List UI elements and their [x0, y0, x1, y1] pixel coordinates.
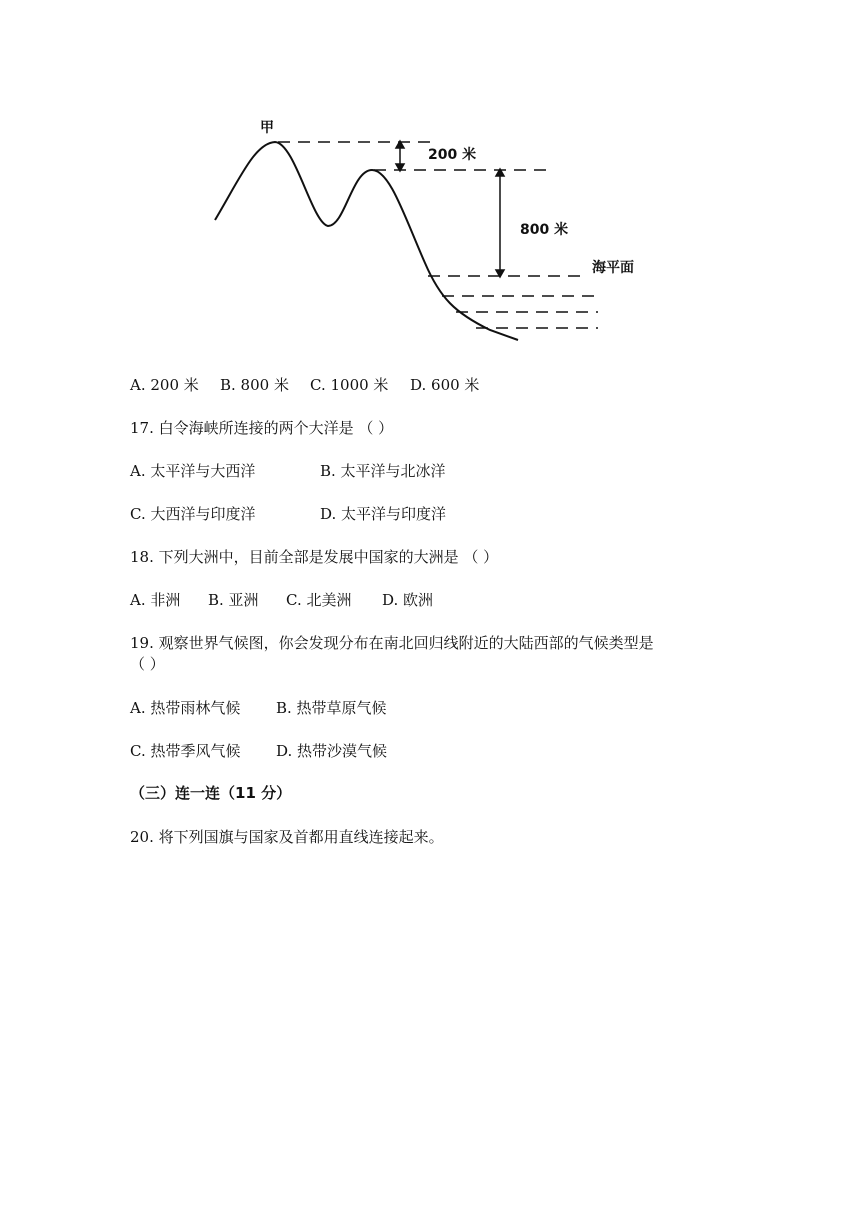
terrain-profile-svg [200, 108, 634, 348]
terrain-profile-line [215, 142, 518, 340]
q19-option-d: D. 热带沙漠气候 [276, 742, 388, 760]
q17-options-row1 [130, 460, 446, 481]
height-diff-label: 200 米 [428, 147, 477, 163]
q17-option-a: A. 太平洋与大西洋 [130, 462, 256, 480]
q17-options-row2 [130, 503, 446, 524]
sea-level-label: 海平面 [592, 260, 634, 276]
q19-options-row2 [130, 740, 387, 761]
q16-option-c: C. 1000 米 [310, 376, 389, 394]
section3-title: （三）连一连（11 分） [130, 784, 292, 802]
q20-stem: 20. 将下列国旗与国家及首都用直线连接起来。 [130, 828, 444, 846]
height-arrow [496, 169, 504, 277]
q19-stem-cont: （ ） [130, 655, 165, 673]
q19-option-b: B. 热带草原气候 [276, 699, 387, 717]
q16-option-b: B. 800 米 [220, 376, 289, 394]
q16-option-d: D. 600 米 [410, 376, 480, 394]
q17-option-b: B. 太平洋与北冰洋 [320, 462, 446, 480]
q17-option-c: C. 大西洋与印度洋 [130, 505, 256, 523]
height-label: 800 米 [520, 222, 569, 238]
q17-option-d: D. 太平洋与印度洋 [320, 505, 447, 523]
peak-label: 甲 [260, 120, 274, 136]
q16-options [130, 374, 479, 395]
q18-option-d: D. 欧洲 [382, 591, 434, 609]
q18-option-a: A. 非洲 [130, 591, 181, 609]
q18-options [130, 589, 433, 610]
q19-option-a: A. 热带雨林气候 [130, 699, 241, 717]
q16-option-a: A. 200 米 [130, 376, 199, 394]
q18-option-b: B. 亚洲 [208, 591, 259, 609]
terrain-profile-diagram [200, 108, 634, 348]
q19-stem: 19. 观察世界气候图，你会发现分布在南北回归线附近的大陆西部的气候类型是 [130, 634, 654, 652]
q19-option-c: C. 热带季风气候 [130, 742, 241, 760]
height-diff-arrow [396, 141, 404, 171]
q17-stem: 17. 白令海峡所连接的两个大洋是 （ ） [130, 419, 394, 437]
q18-option-c: C. 北美洲 [286, 591, 352, 609]
q19-options-row1 [130, 697, 387, 718]
q18-stem: 18. 下列大洲中，目前全部是发展中国家的大洲是 （ ） [130, 548, 499, 566]
